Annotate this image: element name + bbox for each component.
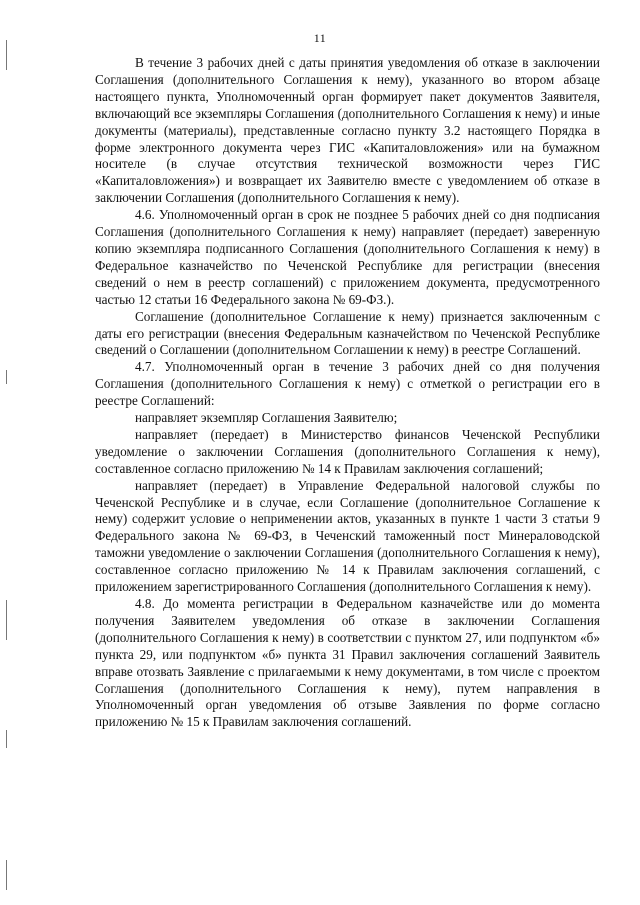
paragraph-notify-tax-service: направляет (передает) в Управление Федеральной налоговой службы по Чеченской Республике и в случае, если Соглашение (дополнительное Соглашение к нему) содержит условие о неприменении актов, указанных в пункте 1 части 3 статьи 9 Федерального закона № 69-ФЗ, в Чеченский таможенный пост Минераловодской таможни уведомление о заключении Соглашения (дополнительного Соглашения к нему), составленное согласно приложению № 14 к Правилам заключения соглашений, с приложением зарегистрированного Соглашения (дополнительного Соглашения к нему). xyxy=(95,477,600,595)
page-number: 11 xyxy=(313,31,327,45)
paragraph-4-6: 4.6. Уполномоченный орган в срок не позднее 5 рабочих дней со дня подписания Соглашения (дополнительного Соглашения к нему) направляет (передает) заверенную копию экземпляра подписанного Соглашения (дополнительного Соглашения к нему) в Федеральное казначейство по Чеченской Республике для регистрации (внесения сведений о нем в реестр соглашений) с приложением документа, предусмотренного частью 12 статьи 16 Федерального закона № 69-ФЗ.). xyxy=(95,207,600,307)
paragraph-refusal-return: В течение 3 рабочих дней с даты принятия уведомления об отказе в заключении Соглашения (дополнительного Соглашения к нему), указанного во втором абзаце настоящего пункта, Уполномоченный орган формирует пакет документов Заявителя, включающий все экземпляры Соглашения (дополнительного Соглашения к нему) и иные документы (материалы), представленные согласно пункту 3.2 настоящего Порядка в форме электронного документа через ГИС «Капиталовложения» или на бумажном носителе (в случае отсутствия технической возможности через ГИС «Капиталовложения») и возвращает их Заявителю вместе с уведомлением об отказе в заключении Соглашения (дополнительного Соглашения к нему). xyxy=(95,55,600,206)
scan-artifact-line xyxy=(6,600,7,640)
paragraph-agreement-concluded: Соглашение (дополнительное Соглашение к нему) признается заключенным с даты его регистрации (внесения Федеральным казначейством по Чеченской Республике сведений о Соглашении (дополнительном Соглашении к нему) в реестре Соглашений. xyxy=(95,308,600,358)
document-body xyxy=(95,55,600,731)
paragraph-4-8: 4.8. До момента регистрации в Федеральном казначействе или до момента получения Заявителем уведомления об отказе в заключении Соглашения (дополнительного Соглашения к нему) в соответствии с пунктом 27, или подпунктом «б» пункта 29, или подпунктом «б» пункта 31 Правил заключения соглашений Заявитель вправе отозвать Заявление с прилагаемыми к нему документами, в том числе с проектом Соглашения (дополнительного Соглашения к нему), путем направления в Уполномоченный орган уведомления об отзыве Заявления по форме согласно приложению № 15 к Правилам заключения соглашений. xyxy=(95,596,600,730)
scan-artifact-line xyxy=(6,370,7,384)
paragraph-4-7: 4.7. Уполномоченный орган в течение 3 рабочих дней со дня получения Соглашения (дополнительного Соглашения к нему) с отметкой о регистрации его в реестре Соглашений: xyxy=(95,359,600,409)
scan-artifact-line xyxy=(6,730,7,748)
paragraph-notify-ministry: направляет (передает) в Министерство финансов Чеченской Республики уведомление о заключении Соглашения (дополнительного Соглашения к нему), составленное согласно приложению № 14 к Правилам заключения соглашений; xyxy=(95,426,600,476)
paragraph-send-copy: направляет экземпляр Соглашения Заявителю; xyxy=(135,410,398,426)
scan-artifact-line xyxy=(6,860,7,890)
